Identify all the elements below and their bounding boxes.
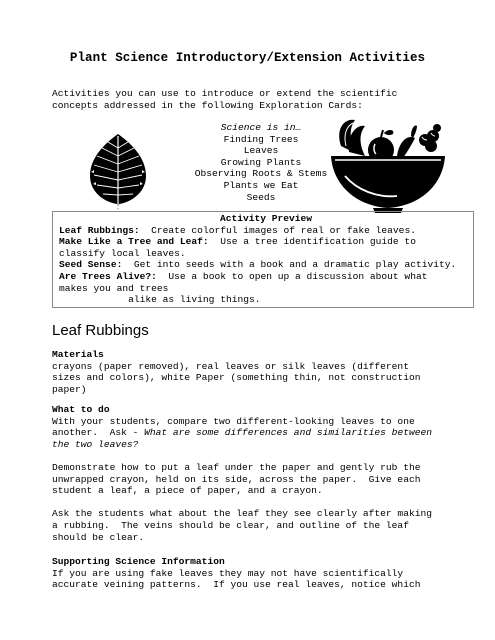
- demonstrate-line: student a leaf, a piece of paper, and a crayon.: [52, 485, 323, 497]
- preview-item: [59, 259, 473, 271]
- demonstrate-line: unwrapped crayon, held on its side, across the paper. Give each: [52, 473, 421, 485]
- page-title: Plant Science Introductory/Extension Activities: [69, 51, 426, 65]
- leaf-illustration: [86, 132, 150, 212]
- preview-item: [59, 225, 473, 237]
- ask-line: Ask the students what about the leaf they see clearly after making: [52, 508, 432, 520]
- what-to-do-block: [52, 404, 472, 543]
- fruit-bowl-illustration: [327, 116, 449, 214]
- what-to-do-question: What are some differences and similarities between: [144, 427, 432, 439]
- intro-line: Activities you can use to introduce or extend the scientific: [52, 88, 398, 99]
- preview-item-name: Make Like a Tree and Leaf:: [59, 236, 209, 248]
- ask-line: a rubbing. The veins should be clear, and outline of the leaf: [52, 519, 409, 531]
- materials-block: [52, 349, 472, 395]
- preview-item-continued: classify local leaves.: [59, 247, 186, 259]
- materials-line: paper): [52, 383, 87, 395]
- science-list-item: Plants we Eat: [223, 179, 299, 191]
- preview-item-text: Create colorful images of real or fake leaves.: [139, 224, 416, 236]
- preview-item-name: Seed Sense:: [59, 259, 123, 271]
- section-heading: Leaf Rubbings: [52, 322, 149, 339]
- preview-item-continued: makes you and trees: [59, 282, 169, 294]
- preview-item-text: Use a tree identification guide to: [208, 236, 416, 248]
- supporting-info-block: [52, 556, 472, 591]
- preview-item: [59, 271, 473, 283]
- what-to-do-question: the two leaves?: [52, 438, 139, 450]
- science-list-heading: Science is in…: [220, 122, 302, 133]
- science-list-item: Growing Plants: [220, 156, 302, 168]
- preview-item-text: Use a book to open up a discussion about what: [156, 270, 428, 282]
- what-to-do-heading: What to do: [52, 404, 110, 415]
- what-to-do-line: With your students, compare two different-looking leaves to one: [52, 415, 415, 427]
- supporting-info-line: If you are using fake leaves they may not have scientifically: [52, 567, 404, 579]
- demonstrate-line: Demonstrate how to put a leaf under the paper and gently rub the: [52, 461, 421, 473]
- intro-line: concepts addressed in the following Exploration Cards:: [52, 99, 363, 111]
- preview-item-continued: alike as living things.: [59, 294, 261, 306]
- preview-item-text: Get into seeds with a book and a dramatic play activity.: [122, 259, 457, 271]
- supporting-info-heading: Supporting Science Information: [52, 556, 225, 567]
- science-list-item: Leaves: [243, 145, 279, 157]
- intro-paragraph: [52, 88, 452, 111]
- materials-line: sizes and colors), white Paper (something thin, not construction: [52, 372, 421, 384]
- materials-line: crayons (paper removed), real leaves or silk leaves (different: [52, 360, 409, 372]
- preview-item-name: Are Trees Alive?:: [59, 270, 157, 282]
- ask-line: should be clear.: [52, 531, 145, 543]
- activity-preview-heading: Activity Preview: [219, 213, 313, 224]
- science-list-item: Seeds: [246, 191, 276, 203]
- science-is-in-list: [178, 122, 344, 203]
- what-to-do-line: another. Ask -: [52, 427, 145, 439]
- science-list-item: Finding Trees: [223, 133, 299, 145]
- science-list-item: Observing Roots & Stems: [194, 168, 328, 180]
- preview-item: [59, 236, 473, 248]
- materials-heading: Materials: [52, 349, 104, 360]
- activity-preview-box: [52, 211, 474, 308]
- preview-item-name: Leaf Rubbings:: [59, 224, 140, 236]
- supporting-info-line: accurate veining patterns. If you use real leaves, notice which: [52, 579, 421, 591]
